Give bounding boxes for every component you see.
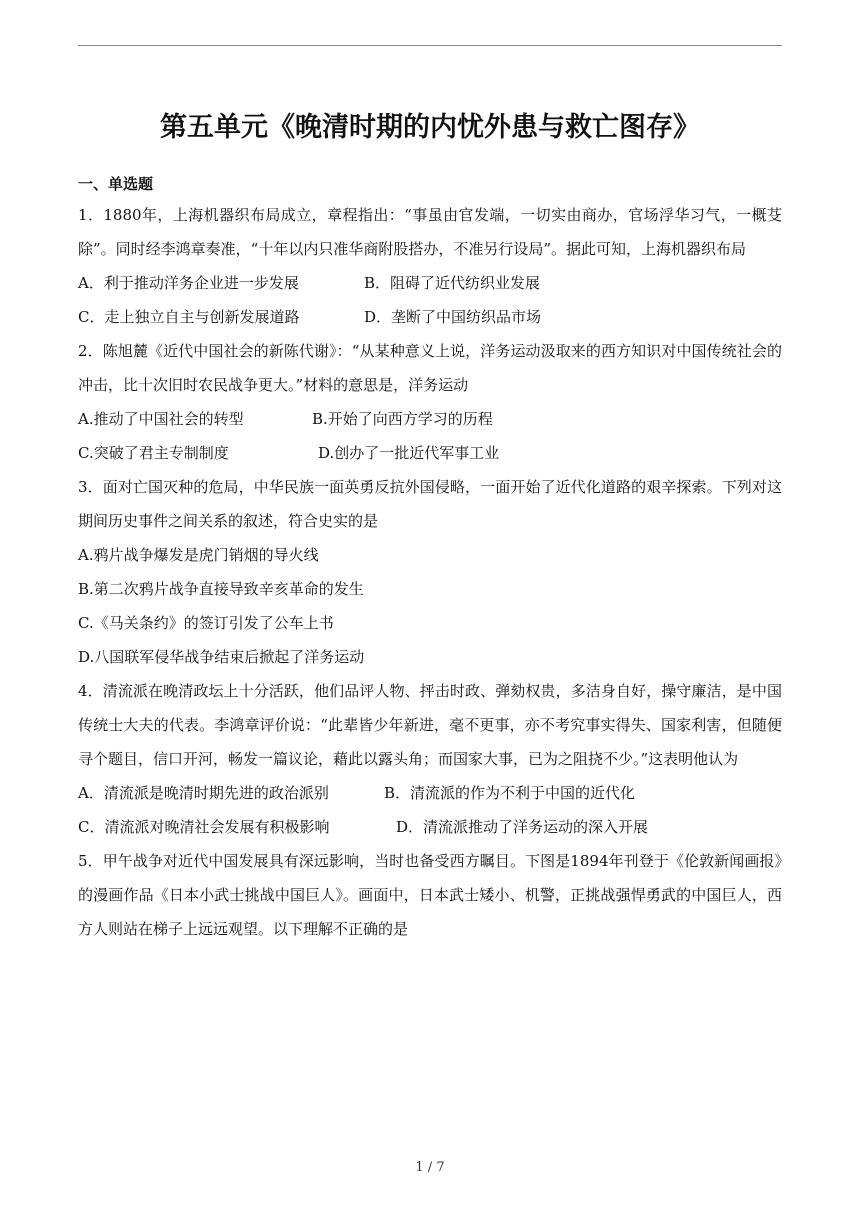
question-stem: 4．清流派在晚清政坛上十分活跃，他们品评人物、抨击时政、弹劾权贵，多洁身自好，操守廉洁，是中国传统士大夫的代表。李鸿章评价说：“此辈皆少年新进，毫不更事，亦不考究事实得失、国家利害，但随便寻个题目，信口开河，畅发一篇议论，藉此以露头角；而国家大事，已为之阻挠不少。”这表明他认为 — [78, 682, 782, 768]
question-3 — [78, 470, 782, 674]
question-5 — [78, 844, 782, 946]
section-heading: 一、单选题 — [78, 175, 154, 193]
question-stem: 2．陈旭麓《近代中国社会的新陈代谢》：“从某种意义上说，洋务运动汲取来的西方知识对中国传统社会的冲击，比十次旧时农民战争更大。”材料的意思是，洋务运动 — [78, 342, 782, 394]
option-b: B．阻碍了近代纺织业发展 — [364, 274, 541, 292]
option-row — [78, 776, 782, 810]
option-row — [78, 810, 782, 844]
question-stem: 3．面对亡国灭种的危局，中华民族一面英勇反抗外国侵略，一面开始了近代化道路的艰辛探索。下列对这期间历史事件之间关系的叙述，符合史实的是 — [78, 478, 782, 530]
option-row — [78, 436, 782, 470]
page-title: 第五单元《晚清时期的内忧外患与救亡图存》 — [160, 112, 700, 143]
page-number: 1 / 7 — [415, 1160, 445, 1175]
question-stem: 1．1880年，上海机器织布局成立，章程指出：“事虽由官发端，一切实由商办，官场浮华习气，一概芟除”。同时经李鸿章奏准，“十年以内只准华商附股搭办，不准另行设局”。据此可知，上海机器织布局 — [78, 206, 782, 258]
option-a: A.鸦片战争爆发是虎门销烟的导火线 — [78, 546, 319, 564]
option-row — [78, 266, 782, 300]
option-d: D.八国联军侵华战争结束后掀起了洋务运动 — [78, 648, 365, 666]
option-a: A．利于推动洋务企业进一步发展 — [78, 274, 299, 292]
question-2 — [78, 334, 782, 470]
option-b: B．清流派的作为不利于中国的近代化 — [384, 784, 636, 802]
option-b: B.开始了向西方学习的历程 — [312, 410, 493, 428]
option-row — [78, 300, 782, 334]
option-c: C.《马关条约》的签订引发了公车上书 — [78, 614, 334, 632]
option-d: D．清流派推动了洋务运动的深入开展 — [396, 818, 649, 836]
option-c: C．清流派对晚清社会发展有积极影响 — [78, 818, 330, 836]
question-4 — [78, 674, 782, 844]
question-stem: 5．甲午战争对近代中国发展具有深远影响，当时也备受西方瞩目。下图是1894年刊登于《伦敦新闻画报》的漫画作品《日本小武士挑战中国巨人》。画面中，日本武士矮小、机警，正挑战强悍勇武的中国巨人，西方人则站在梯子上远远观望。以下理解不正确的是 — [78, 852, 782, 938]
option-a: A.推动了中国社会的转型 — [78, 410, 244, 428]
question-1 — [78, 198, 782, 334]
option-a: A．清流派是晚清时期先进的政治派别 — [78, 784, 329, 802]
option-c: C.突破了君主专制制度 — [78, 444, 229, 462]
option-row — [78, 402, 782, 436]
option-d: D.创办了一批近代军事工业 — [318, 444, 500, 462]
document-body — [78, 170, 782, 946]
option-b: B.第二次鸦片战争直接导致辛亥革命的发生 — [78, 580, 364, 598]
option-c: C．走上独立自主与创新发展道路 — [78, 308, 300, 326]
option-d: D．垄断了中国纺织品市场 — [364, 308, 542, 326]
header-rule — [78, 45, 782, 46]
